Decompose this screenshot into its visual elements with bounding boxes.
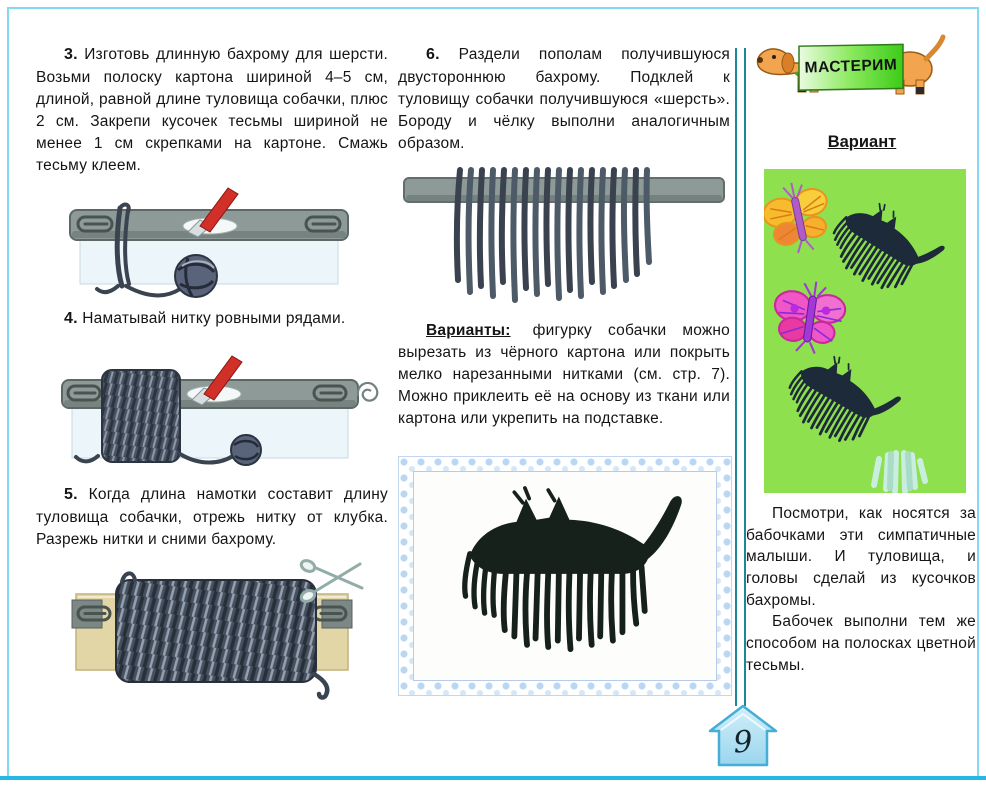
variant-dog-bottom	[777, 343, 904, 460]
step-5-number: 5.	[64, 486, 78, 503]
step-3-text: Изготовь длинную бахрому для шерсти. Возьми полоску картона шириной 4–5 см, длиной, равной длине туловища собачки, плюс 2 см. Закрепи кусочек тесьмы шириной не менее 1 см скрепками на картоне. Смажь тесьму клеем.	[36, 46, 388, 174]
thread-curl-icon	[358, 383, 377, 401]
butterfly-orange	[764, 176, 836, 258]
yarn-ball-icon	[175, 255, 217, 297]
step-4-paragraph	[36, 308, 388, 331]
variant-description	[746, 503, 976, 677]
scottie-photo	[398, 456, 732, 696]
bottom-rule	[0, 776, 986, 780]
variant-paragraph-1: Посмотри, как носятся за бабочками эти симпатичные малыши. И туловища, и головы сделай из кусочков бахромы.	[746, 505, 976, 609]
masterim-logo	[752, 33, 948, 103]
step-5-text: Когда длина намотки составит длину туловища собачки, отрежь нитку от клубка. Разрежь нитки и сними бахрому.	[36, 486, 388, 548]
step-4-text: Наматывай нитку ровными рядами.	[82, 310, 346, 327]
step-3-illustration	[58, 186, 360, 305]
step-3-paragraph	[36, 44, 388, 177]
variant-photo	[764, 169, 966, 493]
yarn-wraps	[102, 370, 180, 462]
step-6-paragraph	[398, 44, 730, 155]
step-6-number: 6.	[426, 46, 440, 63]
step-4-number: 4.	[64, 310, 78, 327]
house-page-marker	[708, 703, 778, 769]
variants-label: Варианты:	[426, 322, 511, 339]
variants-paragraph	[398, 320, 730, 430]
variants-text: фигурку собачки можно вырезать из чёрного картона или покрыть мелко нарезанными нитками (см. стр. 7). Можно приклеить её на основу из ткани или картона или укрепить на подставке.	[398, 322, 730, 427]
yarn-wraps-full	[116, 580, 316, 682]
butterfly-pink	[769, 276, 849, 356]
step-6-text: Раздели пополам получившуюся двустороннюю бахрому. Подклей к туловищу собачки получившуюся «шерсть». Бороду и чёлку выполни аналогичным образом.	[398, 46, 730, 152]
yarn-ball-icon	[231, 435, 261, 465]
step-5-paragraph	[36, 484, 388, 551]
variant-dog-top	[820, 190, 947, 309]
variant-paragraph-2: Бабочек выполни тем же способом на полосках цветной тесьмы.	[746, 613, 976, 674]
masterim-label: МАСТЕРИМ	[804, 56, 898, 77]
variant-heading: Вариант	[827, 133, 897, 151]
column-divider	[735, 48, 746, 706]
mint-fringe-tuft	[874, 453, 925, 491]
step-6-illustration	[400, 162, 728, 309]
step-5-illustration	[42, 556, 382, 707]
step-3-number: 3.	[64, 46, 78, 63]
step-4-illustration	[42, 352, 380, 483]
scottie-photo-inner	[413, 471, 717, 681]
page-number: 9	[732, 724, 754, 761]
scottie-dog-figure	[465, 488, 682, 649]
